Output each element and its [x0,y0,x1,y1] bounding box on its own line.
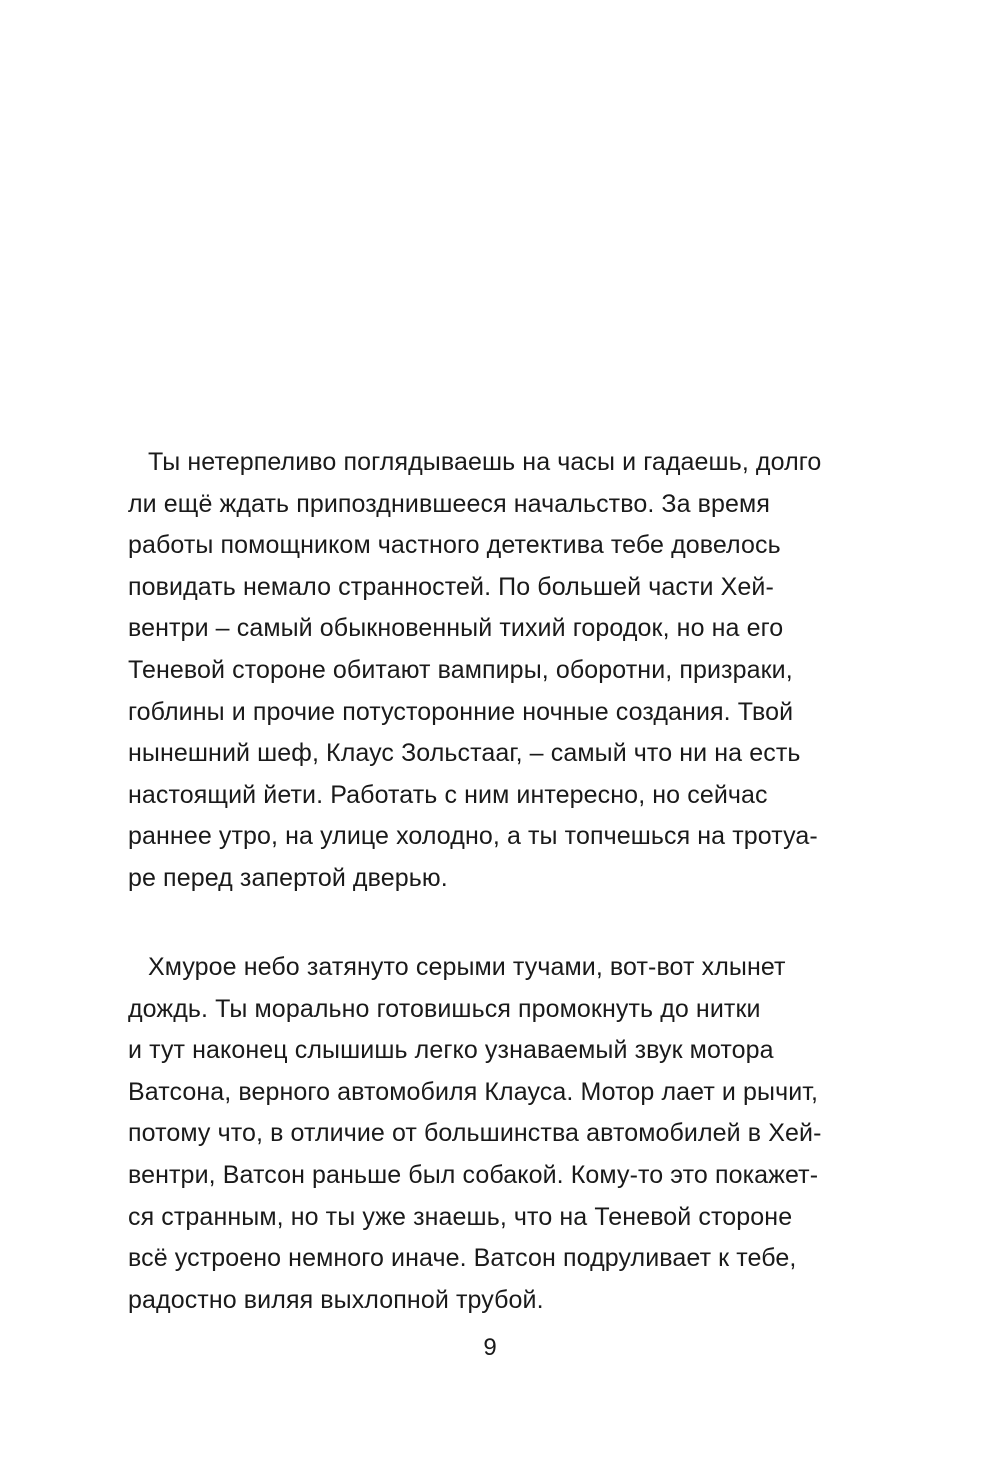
paragraph-line: Теневой стороне обитают вампиры, оборотни, призраки, [128,655,793,684]
paragraph-line: потому что, в отличие от большинства автомобилей в Хей- [128,1119,822,1148]
paragraph-line: дождь. Ты морально готовишься промокнуть до нитки [128,994,761,1023]
paragraph-line: ли ещё ждать припозднившееся начальство. За время [128,489,770,518]
paragraph-line: Хмурое небо затянуто серыми тучами, вот-вот хлынет [148,953,786,981]
paragraph-line: и тут наконец слышишь легко узнаваемый звук мотора [128,1036,774,1065]
paragraph-line: повидать немало странностей. По большей части Хей- [128,572,774,601]
paragraph-line: работы помощником частного детектива тебе довелось [128,531,781,560]
paragraph-line: всё устроено немного иначе. Ватсон подруливает к тебе, [128,1244,797,1273]
paragraph-line: вентри, Ватсон раньше был собакой. Кому-то это покажет- [128,1160,819,1189]
paragraph-1 [128,442,868,900]
paragraph-line: ся странным, но ты уже знаешь, что на Теневой стороне [128,1202,793,1231]
paragraph-line: раннее утро, на улице холодно, а ты топчешься на тротуа- [128,822,818,851]
paragraph-line: настоящий йети. Работать с ним интересно, но сейчас [128,780,768,809]
paragraph-line: гоблины и прочие потусторонние ночные создания. Твой [128,697,794,726]
paragraph-line: радостно виляя выхлопной трубой. [128,1285,544,1314]
page-number: 9 [483,1334,497,1361]
paragraph-line: Ватсона, верного автомобиля Клауса. Мотор лает и рычит, [128,1077,819,1106]
paragraph-line: вентри – самый обыкновенный тихий городок, но на его [128,614,784,643]
paragraph-line: нынешний шеф, Клаус Зольстааг, – самый что ни на есть [128,739,801,768]
paragraph-2 [128,947,868,1321]
paragraph-line: ре перед запертой дверью. [128,863,448,892]
paragraph-line: Ты нетерпеливо поглядываешь на часы и гадаешь, долго [148,448,822,476]
